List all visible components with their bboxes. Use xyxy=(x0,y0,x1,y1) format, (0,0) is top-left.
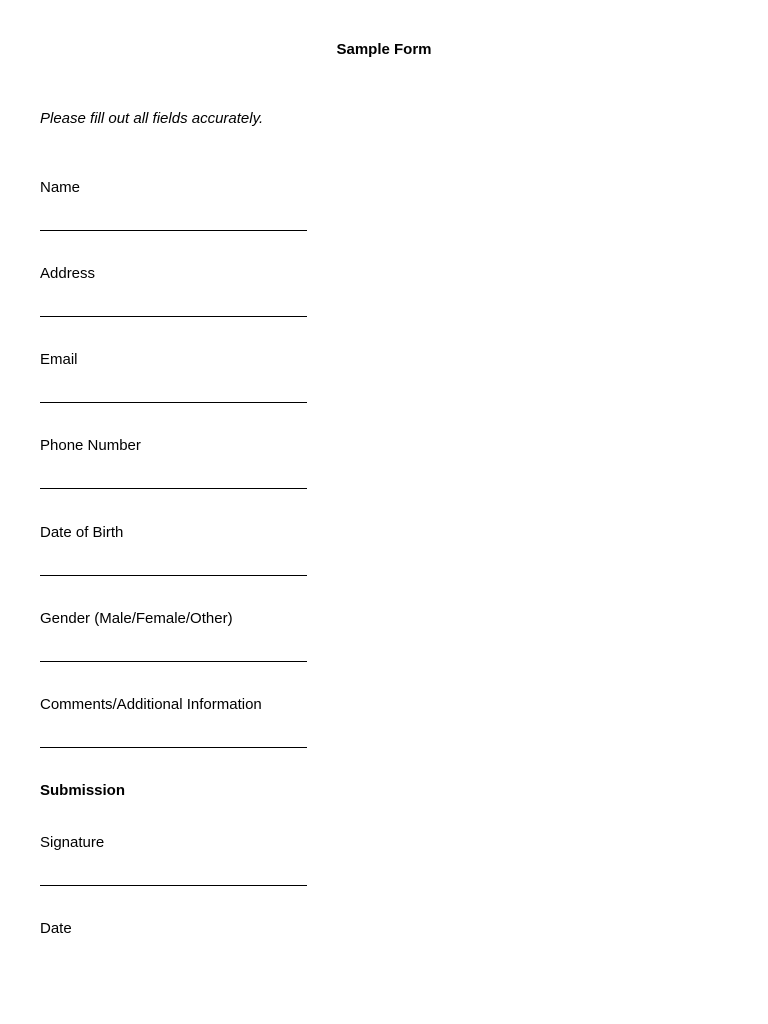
comments-label: Comments/Additional Information xyxy=(40,696,262,713)
date-of-birth-field[interactable] xyxy=(40,575,307,576)
address-label: Address xyxy=(40,265,96,282)
gender-label: Gender (Male/Female/Other) xyxy=(40,610,233,627)
submission-heading: Submission xyxy=(40,782,126,799)
signature-field[interactable] xyxy=(40,885,307,886)
form-instructions: Please fill out all fields accurately. xyxy=(40,110,264,127)
phone-number-label: Phone Number xyxy=(40,437,141,454)
name-field[interactable] xyxy=(40,230,307,231)
email-field[interactable] xyxy=(40,402,307,403)
page-title: Sample Form xyxy=(336,41,432,58)
date-of-birth-label: Date of Birth xyxy=(40,524,124,541)
signature-label: Signature xyxy=(40,834,105,851)
date-label: Date xyxy=(40,920,72,937)
email-label: Email xyxy=(40,351,78,368)
phone-number-field[interactable] xyxy=(40,488,307,489)
comments-field[interactable] xyxy=(40,747,307,748)
name-label: Name xyxy=(40,179,81,196)
address-field[interactable] xyxy=(40,316,307,317)
gender-field[interactable] xyxy=(40,661,307,662)
